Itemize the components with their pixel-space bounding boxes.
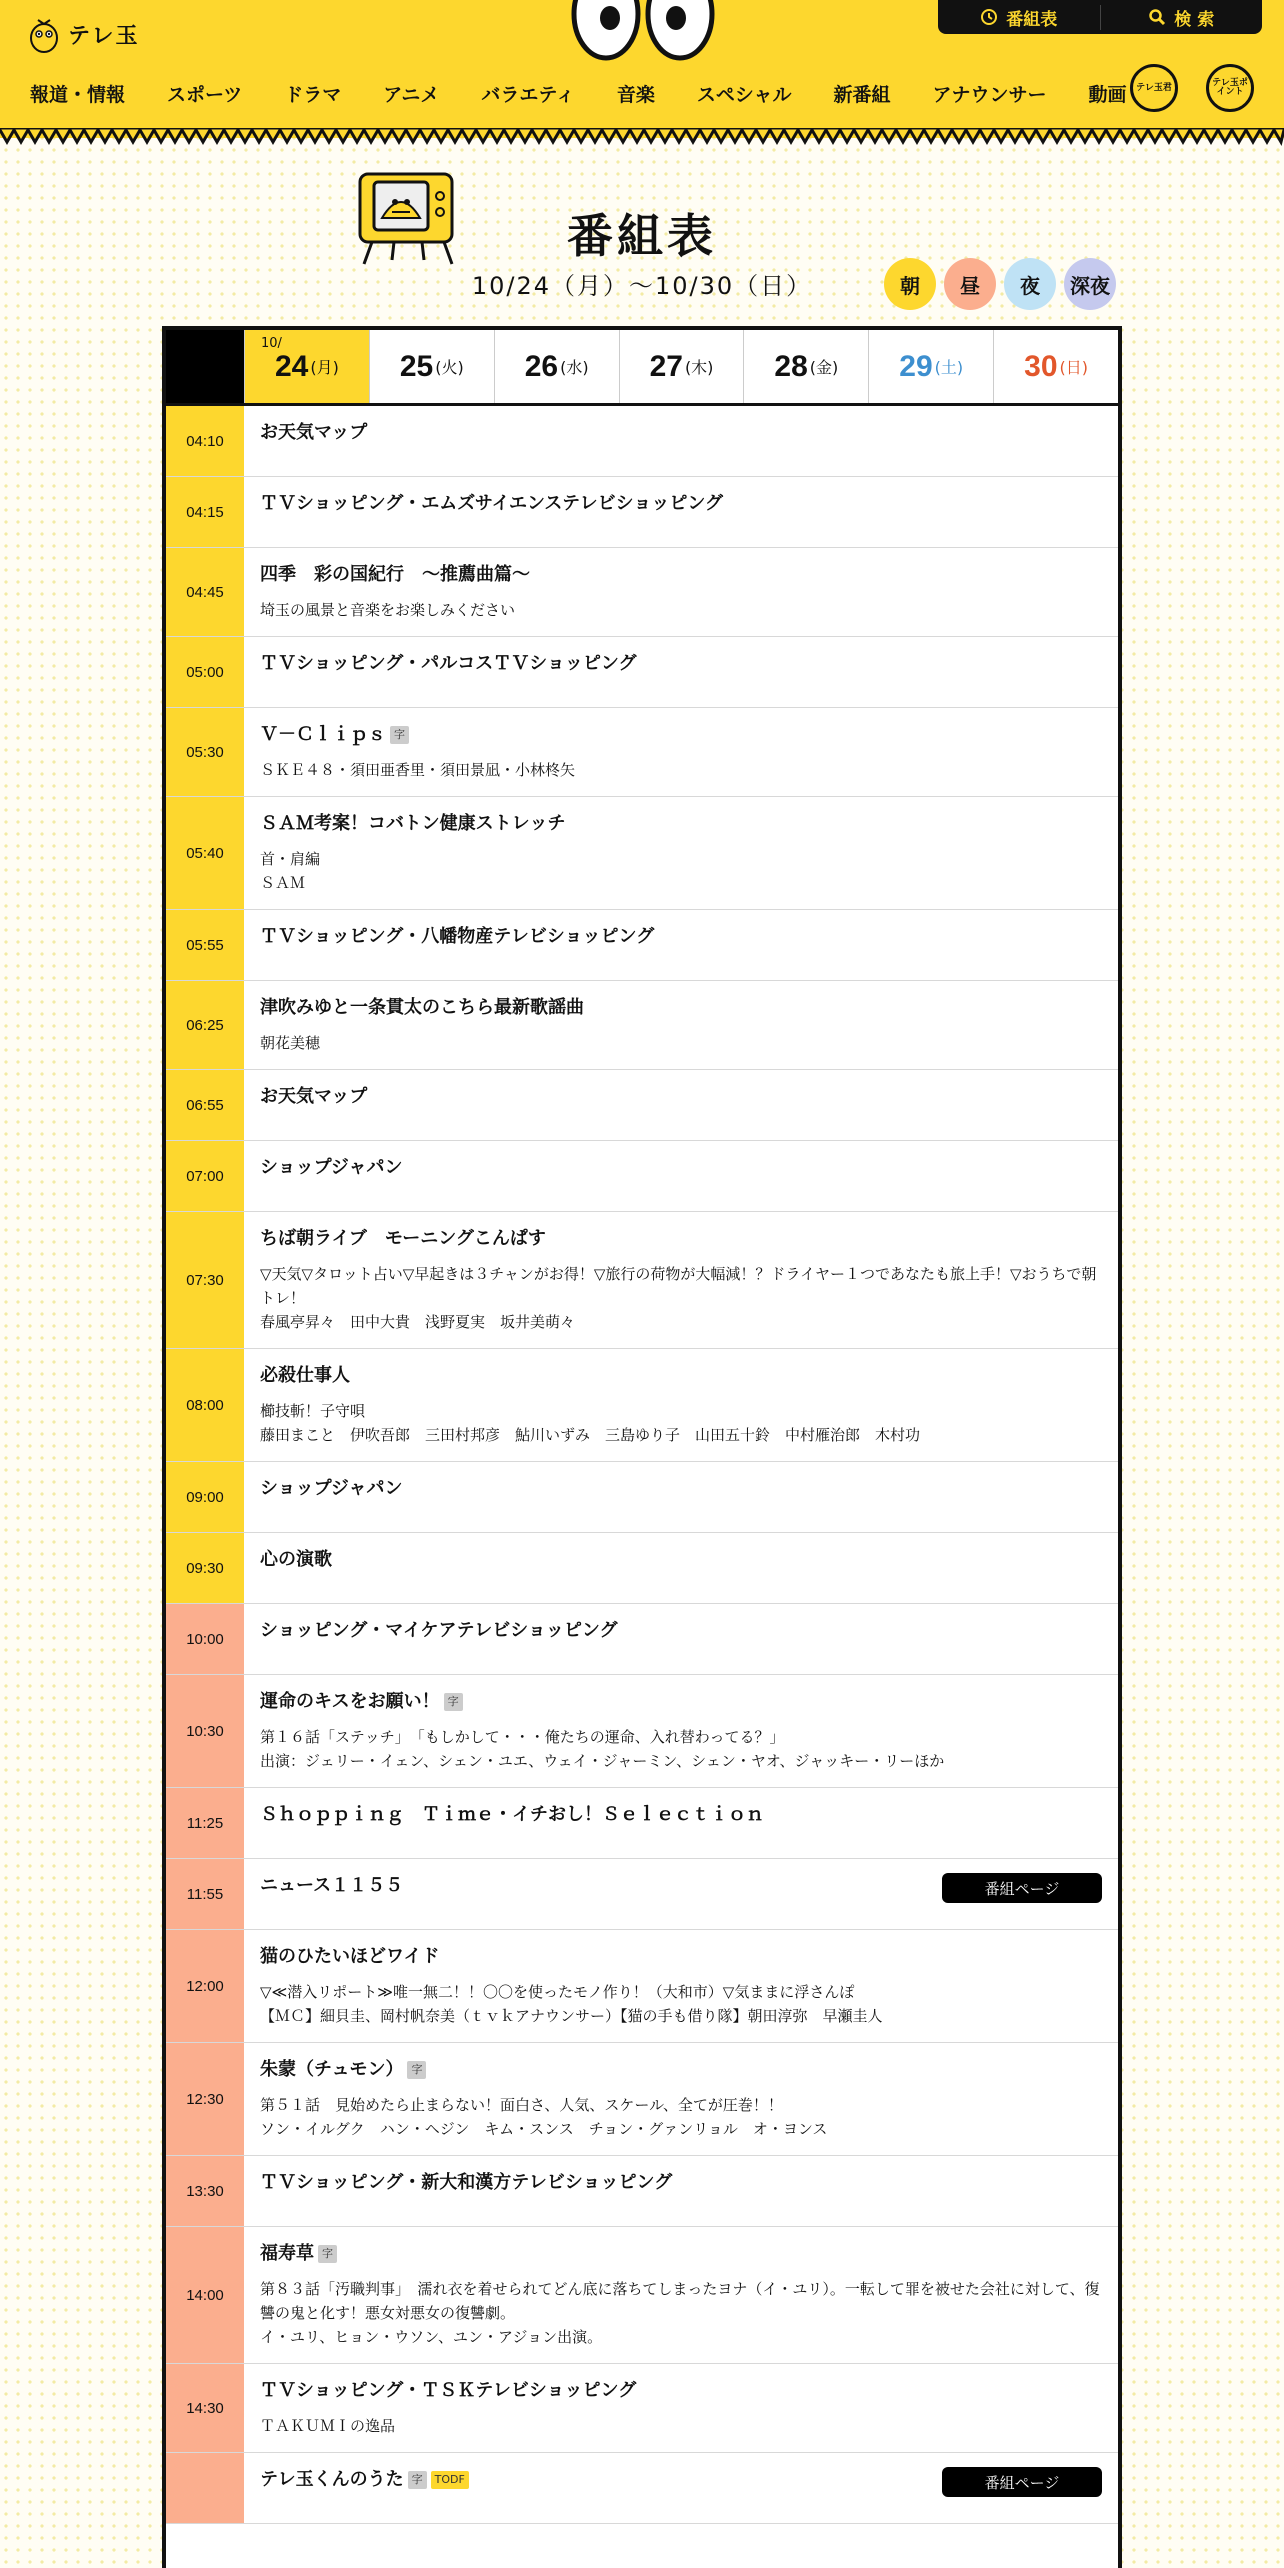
day-number: 28	[774, 349, 808, 383]
program-row[interactable]	[166, 1070, 1118, 1141]
program-body	[244, 708, 1118, 796]
mascot-eyes-icon	[568, 0, 718, 62]
program-title-text: お天気マップ	[260, 422, 368, 443]
teletama-kun-badge[interactable]	[1130, 64, 1178, 112]
program-time: 07:00	[166, 1141, 244, 1211]
program-title-text: Ｖ－Ｃｌｉｐｓ	[260, 724, 386, 745]
program-body	[244, 1604, 1118, 1674]
search-icon	[1148, 8, 1166, 26]
program-body	[244, 1930, 1118, 2042]
nav-item-videos[interactable]: 動画	[1088, 84, 1127, 106]
program-description: 櫛技斬！子守唄 藤田まこと 伊吹吾郎 三田村邦彦 鮎川いずみ 三島ゆり子 山田五十鈴 中村雁治郎 木村功	[260, 1402, 921, 1444]
program-body	[244, 637, 1118, 707]
program-description: 第１６話「ステッチ」 「もしかして・・・俺たちの運命、入れ替わってる？」 出演：ジェリー・イェン、シェン・ユエ、ウェイ・ジャーミン、シェン・ヤオ、ジャッキー・リーほか	[260, 1728, 945, 1770]
program-title[interactable]	[260, 1363, 1102, 1389]
day-number: 29	[899, 349, 933, 383]
logo-text: テレ玉	[68, 23, 140, 49]
program-row[interactable]	[166, 1349, 1118, 1462]
teletama-point-badge-label: テレ玉ポイント	[1212, 78, 1248, 97]
program-title[interactable]	[260, 1547, 1102, 1573]
program-body	[244, 406, 1118, 476]
program-title[interactable]	[260, 651, 1102, 677]
program-title-text: ＳＡＭ考案！コバトン健康ストレッチ	[260, 813, 566, 834]
program-title[interactable]	[260, 2057, 1102, 2083]
nav-item-music[interactable]: 音楽	[616, 84, 655, 106]
program-row[interactable]	[166, 2227, 1118, 2364]
program-title[interactable]	[260, 1944, 1102, 1970]
day-number: 26	[524, 349, 559, 383]
day-number: 30	[1024, 349, 1058, 383]
program-description: 首・肩編 ＳＡＭ	[260, 850, 321, 892]
date-range: 10/24（月）〜10/30（日）	[471, 272, 813, 300]
program-body	[244, 1349, 1118, 1461]
program-row[interactable]	[166, 2043, 1118, 2156]
program-row[interactable]	[166, 2364, 1118, 2453]
day-number: 27	[649, 349, 683, 383]
top-utility-bar	[938, 0, 1262, 34]
program-description: ＴＡＫＵＭＩの逸品	[260, 2417, 396, 2435]
program-title-text: お天気マップ	[260, 1086, 368, 1107]
schedule-link-label: 番組表	[1006, 9, 1058, 30]
mascot-logo-icon	[28, 14, 60, 54]
day-tab[interactable]	[868, 330, 993, 403]
program-time: 14:00	[166, 2227, 244, 2363]
program-row[interactable]	[166, 910, 1118, 981]
nav-item-anime[interactable]: アニメ	[383, 84, 440, 106]
nav-item-announcers[interactable]: アナウンサー	[932, 84, 1047, 106]
program-time: 05:40	[166, 797, 244, 909]
program-body	[244, 910, 1118, 980]
nav-item-special[interactable]: スペシャル	[696, 84, 792, 106]
program-title-text: ＴＶショッピング・新大和漢方テレビショッピング	[260, 2172, 673, 2193]
program-description: ▽≪潜入リポート≫唯一無二！！〇〇を使ったモノ作り！（大和市）▽気ままに浮さんぽ 【ＭＣ】細貝圭、岡村帆奈美（ｔｖｋアナウンサー）【猫の手も借り隊】朝田淳弥 早瀬圭人	[260, 1983, 883, 2025]
period-night-button[interactable]: 夜	[1004, 258, 1056, 310]
program-row[interactable]	[166, 981, 1118, 1070]
todf-badge: TODF	[431, 2471, 469, 2489]
program-title[interactable]	[260, 811, 1102, 837]
day-tab[interactable]	[993, 330, 1118, 403]
program-row[interactable]	[166, 406, 1118, 477]
program-title[interactable]	[260, 562, 1102, 588]
program-row[interactable]	[166, 1930, 1118, 2043]
day-tabs	[166, 330, 1118, 406]
program-body	[244, 797, 1118, 909]
program-time: 05:30	[166, 708, 244, 796]
program-title[interactable]	[260, 491, 1102, 517]
program-row[interactable]	[166, 477, 1118, 548]
program-title[interactable]	[260, 2378, 1102, 2404]
program-time: 09:30	[166, 1533, 244, 1603]
program-title[interactable]	[260, 1802, 1102, 1828]
subtitle-badge: 字	[390, 726, 409, 744]
nav-item-new-programs[interactable]: 新番組	[833, 84, 891, 106]
program-time: 06:55	[166, 1070, 244, 1140]
program-body	[244, 2453, 1118, 2523]
program-time: 12:30	[166, 2043, 244, 2155]
program-page-button[interactable]: 番組ページ	[942, 1873, 1102, 1903]
program-row[interactable]	[166, 637, 1118, 708]
program-time: 06:25	[166, 981, 244, 1069]
program-time: 05:55	[166, 910, 244, 980]
program-title-text: ＴＶショッピング・エムズサイエンステレビショッピング	[260, 493, 723, 514]
program-title-text: 四季 彩の国紀行 ～推薦曲篇～	[260, 564, 530, 585]
program-title[interactable]	[260, 420, 1102, 446]
program-time: 11:55	[166, 1859, 244, 1929]
program-row[interactable]	[166, 1462, 1118, 1533]
program-body	[244, 1788, 1118, 1858]
program-page-button[interactable]: 番組ページ	[942, 2467, 1102, 2497]
program-row[interactable]	[166, 1533, 1118, 1604]
program-row[interactable]	[166, 2453, 1118, 2524]
program-time: 05:00	[166, 637, 244, 707]
program-title-text: ショップジャパン	[260, 1478, 403, 1499]
program-body	[244, 2156, 1118, 2226]
day-number: 25	[399, 349, 434, 383]
day-weekday: (日)	[1059, 358, 1089, 377]
program-title[interactable]	[260, 1226, 1102, 1252]
day-weekday: (月)	[310, 358, 339, 377]
program-description: 第８３話「汚職判事」 濡れ衣を着せられてどん底に落ちてしまったヨナ（イ・ユリ）。一転して罪を被せた会社に対して、復讐の鬼と化す！悪女対悪女の復讐劇。 イ・ユリ、ヒョン・ウソン、ユン・アジョン出演。	[260, 2280, 1100, 2346]
program-title-text: 津吹みゆと一条貫太のこちら最新歌謡曲	[260, 997, 584, 1018]
program-description: ▽天気▽タロット占い▽早起きは３チャンがお得！▽旅行の荷物が大幅減！？ドライヤー１つであなたも旅上手！▽おうちで朝トレ！ 春風亭昇々 田中大貴 浅野夏実 坂井美萌々	[260, 1265, 1097, 1331]
program-body	[244, 981, 1118, 1069]
program-description: 埼玉の風景と音楽をお楽しみください	[260, 601, 516, 619]
program-body	[244, 1533, 1118, 1603]
program-row[interactable]	[166, 708, 1118, 797]
subtitle-badge: 字	[318, 2245, 337, 2263]
program-title-text: 福寿草	[260, 2243, 314, 2264]
program-title[interactable]	[260, 995, 1102, 1021]
program-title-text: 猫のひたいほどワイド	[260, 1946, 440, 1967]
day-tabs-corner	[166, 330, 244, 403]
program-list	[166, 406, 1118, 2524]
program-schedule	[162, 326, 1122, 2568]
program-title[interactable]	[260, 722, 1102, 748]
program-title-text: ショッピング・マイケアテレビショッピング	[260, 1620, 618, 1641]
program-time: 13:30	[166, 2156, 244, 2226]
program-row[interactable]	[166, 1788, 1118, 1859]
period-morning-button[interactable]: 朝	[884, 258, 936, 310]
program-title-text: 朱蒙（チュモン）	[260, 2059, 404, 2080]
program-title-text: ショップジャパン	[260, 1157, 403, 1178]
program-body	[244, 477, 1118, 547]
program-time	[166, 2453, 244, 2523]
teletama-kun-badge-label: テレ玉君	[1136, 82, 1172, 93]
schedule-link[interactable]	[938, 5, 1100, 30]
program-row[interactable]	[166, 1675, 1118, 1788]
subtitle-badge: 字	[408, 2471, 427, 2489]
program-row[interactable]	[166, 548, 1118, 637]
site-header	[0, 0, 1284, 138]
main-nav	[30, 80, 1169, 107]
program-title-text: ＴＶショッピング・ＴＳＫテレビショッピング	[260, 2380, 637, 2401]
program-time: 14:30	[166, 2364, 244, 2452]
program-time: 10:30	[166, 1675, 244, 1787]
day-month: 10/	[261, 336, 282, 351]
program-time: 08:00	[166, 1349, 244, 1461]
day-tab[interactable]	[494, 330, 619, 403]
program-title-text: ちば朝ライブ モーニングこんぱす	[260, 1228, 546, 1249]
period-noon-button[interactable]: 昼	[944, 258, 996, 310]
program-row[interactable]	[166, 1141, 1118, 1212]
program-body	[244, 1859, 1118, 1929]
program-title-text: 心の演歌	[260, 1549, 332, 1570]
program-time: 11:25	[166, 1788, 244, 1858]
program-time: 04:10	[166, 406, 244, 476]
clock-icon	[980, 8, 998, 26]
teletama-point-badge[interactable]	[1206, 64, 1254, 112]
program-title-text: 運命のキスをお願い！	[260, 1691, 440, 1712]
program-title-text: 必殺仕事人	[260, 1365, 350, 1386]
day-tab[interactable]	[743, 330, 868, 403]
program-title-text: ニュース１１５５	[260, 1875, 404, 1896]
nav-item-sports[interactable]: スポーツ	[167, 84, 243, 106]
day-number: 24	[274, 349, 309, 383]
program-description: 第５１話 見始めたら止まらない！面白さ、人気、スケール、全てが圧巻！！ ソン・イルグク ハン・ヘジン キム・スンス チョン・グァンリョル オ・ヨンス	[260, 2096, 828, 2138]
program-body	[244, 1141, 1118, 1211]
program-title[interactable]	[260, 1476, 1102, 1502]
day-weekday: (水)	[560, 358, 589, 377]
program-description: ＳＫＥ４８・須田亜香里・須田景凪・小林柊矢	[260, 761, 576, 779]
nav-item-variety[interactable]: バラエティ	[481, 84, 575, 106]
program-title[interactable]	[260, 924, 1102, 950]
program-title[interactable]	[260, 1689, 1102, 1715]
program-title-text: ＴＶショッピング・八幡物産テレビショッピング	[260, 926, 655, 947]
search-link[interactable]	[1100, 5, 1263, 30]
program-body	[244, 2227, 1118, 2363]
site-logo[interactable]	[28, 14, 140, 54]
program-row[interactable]	[166, 1604, 1118, 1675]
page-title: 番組表	[567, 209, 717, 263]
program-time: 04:15	[166, 477, 244, 547]
program-body	[244, 2043, 1118, 2155]
program-body	[244, 1212, 1118, 1348]
program-title[interactable]	[260, 2170, 1102, 2196]
program-body	[244, 2364, 1118, 2452]
program-time: 07:30	[166, 1212, 244, 1348]
day-weekday: (土)	[934, 358, 964, 377]
program-time: 12:00	[166, 1930, 244, 2042]
program-body	[244, 548, 1118, 636]
program-title-text: ＴＶショッピング・パルコスＴＶショッピング	[260, 653, 637, 674]
program-time: 04:45	[166, 548, 244, 636]
program-row[interactable]	[166, 1212, 1118, 1349]
program-row[interactable]	[166, 1859, 1118, 1930]
program-body	[244, 1070, 1118, 1140]
subtitle-badge: 字	[444, 1693, 463, 1711]
program-title[interactable]	[260, 2241, 1102, 2267]
program-title-text: テレ玉くんのうた	[260, 2469, 404, 2490]
program-title[interactable]	[260, 1155, 1102, 1181]
period-late-night-button[interactable]: 深夜	[1064, 258, 1116, 310]
day-weekday: (火)	[435, 358, 464, 377]
tv-mascot-icon	[354, 168, 462, 268]
program-title[interactable]	[260, 1618, 1102, 1644]
program-row[interactable]	[166, 2156, 1118, 2227]
program-title-text: Ｓｈｏｐｐｉｎｇ Ｔｉｍｅ・イチおし！Ｓｅｌｅｃｔｉｏｎ	[260, 1804, 764, 1825]
day-tab[interactable]	[244, 330, 369, 403]
program-body	[244, 1675, 1118, 1787]
program-body	[244, 1462, 1118, 1532]
program-row[interactable]	[166, 797, 1118, 910]
day-tab[interactable]	[619, 330, 744, 403]
program-time: 09:00	[166, 1462, 244, 1532]
day-tab[interactable]	[369, 330, 494, 403]
nav-item-news[interactable]: 報道・情報	[30, 84, 126, 106]
program-description: 朝花美穂	[260, 1034, 321, 1052]
day-weekday: (木)	[684, 358, 714, 377]
search-link-label: 検 索	[1174, 9, 1215, 30]
period-selector	[884, 258, 1116, 310]
program-time: 10:00	[166, 1604, 244, 1674]
program-title[interactable]	[260, 1084, 1102, 1110]
subtitle-badge: 字	[407, 2061, 426, 2079]
nav-item-drama[interactable]: ドラマ	[284, 84, 342, 106]
header-zigzag-edge	[0, 128, 1284, 150]
day-weekday: (金)	[809, 358, 839, 377]
